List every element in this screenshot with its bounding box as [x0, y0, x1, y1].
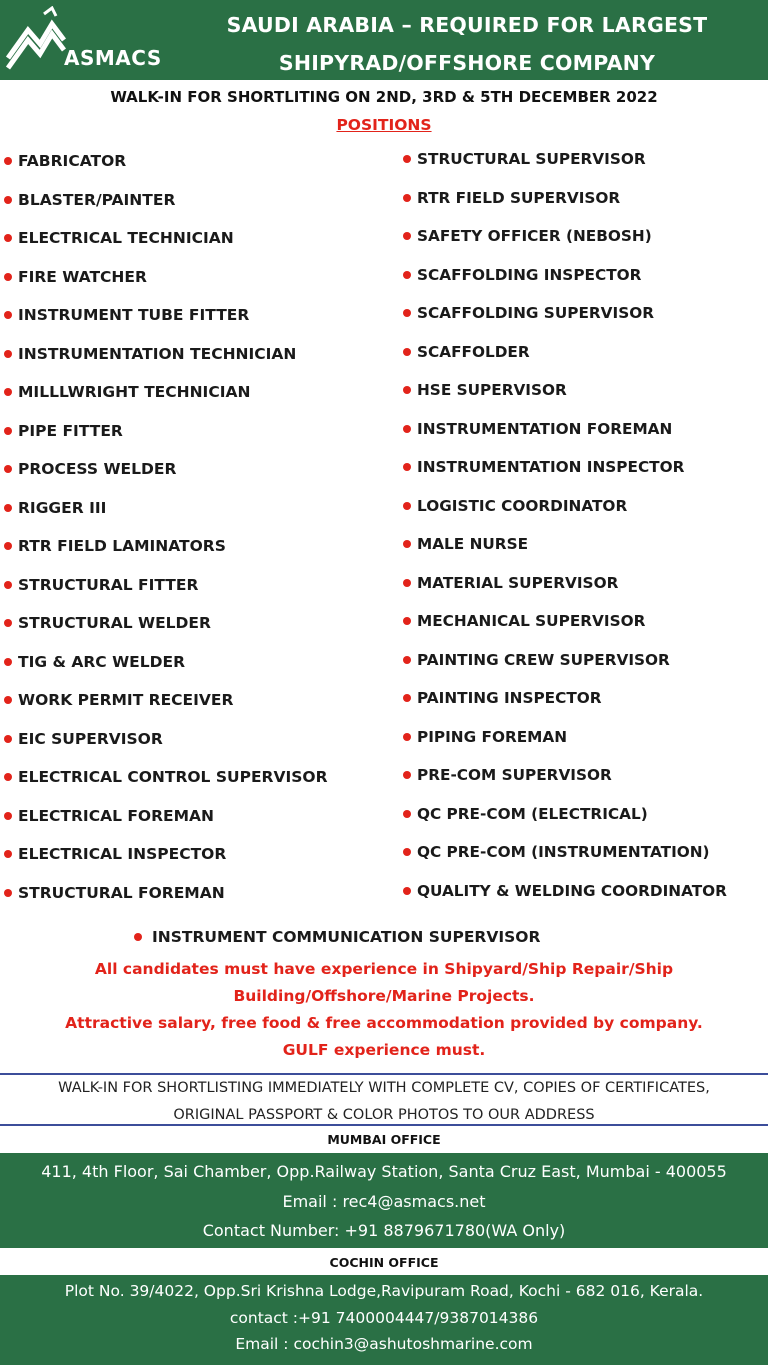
position-item-extra — [134, 928, 540, 946]
position-label: MILLLWRIGHT TECHNICIAN — [18, 383, 251, 402]
position-label: LOGISTIC COORDINATOR — [417, 496, 628, 515]
position-label: SAFETY OFFICER (NEBOSH) — [417, 227, 652, 246]
position-item — [403, 872, 768, 911]
bullet-dot-icon — [403, 540, 411, 548]
position-item — [4, 797, 400, 836]
position-label: PAINTING CREW SUPERVISOR — [417, 650, 670, 669]
mumbai-contact: Contact Number: +91 8879671780(WA Only) — [202, 1221, 566, 1240]
bullet-dot-icon — [403, 232, 411, 240]
walkin-instructions — [0, 1075, 768, 1129]
positions-heading: POSITIONS — [336, 116, 432, 134]
position-item — [4, 527, 400, 566]
position-item — [403, 448, 768, 487]
position-label: STRUCTURAL WELDER — [18, 614, 211, 633]
position-label: HSE SUPERVISOR — [417, 381, 567, 400]
position-item — [403, 833, 768, 872]
position-label: FIRE WATCHER — [18, 267, 147, 286]
note-line-4: GULF experience must. — [282, 1041, 486, 1059]
position-item — [4, 450, 400, 489]
bullet-dot-icon — [4, 619, 12, 627]
position-label: ELECTRICAL CONTROL SUPERVISOR — [18, 768, 328, 787]
position-label: PAINTING INSPECTOR — [417, 689, 602, 708]
bullet-dot-icon — [403, 617, 411, 625]
position-item — [403, 256, 768, 295]
bullet-dot-icon — [4, 504, 12, 512]
position-label: MECHANICAL SUPERVISOR — [417, 612, 646, 631]
bullet-dot-icon — [403, 733, 411, 741]
position-item — [403, 140, 768, 179]
position-label: FABRICATOR — [18, 152, 127, 171]
bullet-dot-icon — [403, 656, 411, 664]
title-line-1: SAUDI ARABIA – REQUIRED FOR LARGEST — [226, 13, 708, 37]
position-item — [403, 371, 768, 410]
position-label: STRUCTURAL SUPERVISOR — [417, 150, 646, 169]
mumbai-address: 411, 4th Floor, Sai Chamber, Opp.Railway Station, Santa Cruz East, Mumbai - 400055 — [41, 1162, 727, 1181]
position-item — [403, 179, 768, 218]
bullet-dot-icon — [403, 848, 411, 856]
position-item — [4, 142, 400, 181]
asmacs-logo — [6, 6, 162, 72]
position-label: STRUCTURAL FOREMAN — [18, 883, 225, 902]
position-item — [4, 296, 400, 335]
bullet-dot-icon — [4, 388, 12, 396]
logo-text: ASMACS — [64, 46, 162, 70]
position-item — [4, 489, 400, 528]
position-label: STRUCTURAL FITTER — [18, 575, 199, 594]
position-label: RIGGER III — [18, 498, 107, 517]
bullet-dot-icon — [403, 887, 411, 895]
bullet-dot-icon — [403, 694, 411, 702]
position-label: INSTRUMENTATION INSPECTOR — [417, 458, 685, 477]
bullet-dot-icon — [4, 812, 12, 820]
position-item — [4, 335, 400, 374]
cochin-office-band — [0, 1275, 768, 1365]
positions-list-right — [403, 140, 768, 910]
position-item — [4, 758, 400, 797]
positions-list-left — [4, 142, 400, 912]
position-label: SCAFFOLDING SUPERVISOR — [417, 304, 655, 323]
bullet-dot-icon — [403, 386, 411, 394]
position-item — [403, 294, 768, 333]
cochin-contact: contact :+91 7400004447/9387014386 — [229, 1308, 539, 1327]
position-item — [403, 641, 768, 680]
position-item — [4, 681, 400, 720]
requirements-notes — [0, 956, 768, 1064]
position-item — [4, 604, 400, 643]
bullet-dot-icon — [403, 155, 411, 163]
position-label: INSTRUMENT TUBE FITTER — [18, 306, 250, 325]
position-label: QC PRE-COM (ELECTRICAL) — [417, 804, 648, 823]
position-label: INSTRUMENTATION TECHNICIAN — [18, 344, 297, 363]
position-item — [403, 795, 768, 834]
cochin-address: Plot No. 39/4022, Opp.Sri Krishna Lodge,Ravipuram Road, Kochi - 682 016, Kerala. — [64, 1282, 704, 1300]
position-label: SCAFFOLDER — [417, 342, 530, 361]
header-banner — [0, 0, 768, 80]
position-item — [4, 566, 400, 605]
instructions-line-2: ORIGINAL PASSPORT & COLOR PHOTOS TO OUR ADDRESS — [173, 1107, 595, 1123]
bullet-dot-icon — [403, 348, 411, 356]
position-item — [4, 874, 400, 913]
note-line-1: All candidates must have experience in Shipyard/Ship Repair/Ship — [94, 960, 674, 978]
divider-bottom — [0, 1124, 768, 1126]
position-item — [403, 756, 768, 795]
position-item — [403, 525, 768, 564]
mumbai-office-label: MUMBAI OFFICE — [327, 1132, 441, 1147]
position-item — [403, 410, 768, 449]
mumbai-email: Email : rec4@asmacs.net — [282, 1191, 486, 1211]
position-label: MATERIAL SUPERVISOR — [417, 573, 619, 592]
position-label: PRE-COM SUPERVISOR — [417, 766, 612, 785]
position-item — [4, 373, 400, 412]
walkin-dates: WALK-IN FOR SHORTLITING ON 2ND, 3RD & 5TH DECEMBER 2022 — [110, 88, 658, 106]
bullet-dot-icon — [134, 933, 142, 941]
note-line-3: Attractive salary, free food & free accommodation provided by company. — [65, 1014, 703, 1032]
position-item — [403, 333, 768, 372]
position-label: QUALITY & WELDING COORDINATOR — [417, 881, 727, 900]
bullet-dot-icon — [403, 425, 411, 433]
bullet-dot-icon — [403, 271, 411, 279]
bullet-dot-icon — [4, 311, 12, 319]
cochin-office-label: COCHIN OFFICE — [329, 1255, 439, 1270]
position-label: INSTRUMENTATION FOREMAN — [417, 419, 673, 438]
position-item — [4, 643, 400, 682]
note-line-2: Building/Offshore/Marine Projects. — [233, 987, 535, 1005]
bullet-dot-icon — [403, 771, 411, 779]
bullet-dot-icon — [4, 889, 12, 897]
position-label: WORK PERMIT RECEIVER — [18, 691, 234, 710]
bullet-dot-icon — [4, 696, 12, 704]
bullet-dot-icon — [4, 350, 12, 358]
position-item — [4, 258, 400, 297]
bullet-dot-icon — [403, 194, 411, 202]
position-label: RTR FIELD LAMINATORS — [18, 537, 226, 556]
bullet-dot-icon — [4, 196, 12, 204]
bullet-dot-icon — [4, 658, 12, 666]
bullet-dot-icon — [4, 427, 12, 435]
bullet-dot-icon — [403, 502, 411, 510]
instructions-line-1: WALK-IN FOR SHORTLISTING IMMEDIATELY WITH COMPLETE CV, COPIES OF CERTIFICATES, — [58, 1080, 710, 1096]
position-label: BLASTER/PAINTER — [18, 190, 176, 209]
title-line-2: SHIPYRAD/OFFSHORE COMPANY — [278, 51, 656, 75]
mumbai-office-band — [0, 1153, 768, 1248]
position-label: MALE NURSE — [417, 535, 529, 554]
bullet-dot-icon — [403, 579, 411, 587]
position-label: SCAFFOLDING INSPECTOR — [417, 265, 642, 284]
cochin-email: Email : cochin3@ashutoshmarine.com — [235, 1335, 533, 1353]
bullet-dot-icon — [403, 463, 411, 471]
position-label: ELECTRICAL FOREMAN — [18, 806, 215, 825]
position-item — [403, 487, 768, 526]
bullet-dot-icon — [403, 810, 411, 818]
position-label: PIPING FOREMAN — [417, 727, 568, 746]
position-label: ELECTRICAL TECHNICIAN — [18, 229, 234, 248]
position-item — [4, 181, 400, 220]
position-label: QC PRE-COM (INSTRUMENTATION) — [417, 843, 710, 862]
bullet-dot-icon — [4, 234, 12, 242]
position-item — [4, 412, 400, 451]
position-label: INSTRUMENT COMMUNICATION SUPERVISOR — [152, 928, 541, 946]
position-item — [403, 679, 768, 718]
position-item — [403, 217, 768, 256]
position-label: TIG & ARC WELDER — [18, 652, 186, 671]
bullet-dot-icon — [4, 735, 12, 743]
bullet-dot-icon — [403, 309, 411, 317]
bullet-dot-icon — [4, 157, 12, 165]
position-item — [4, 720, 400, 759]
page-title — [170, 6, 764, 82]
position-item — [4, 219, 400, 258]
position-label: EIC SUPERVISOR — [18, 729, 163, 748]
position-label: RTR FIELD SUPERVISOR — [417, 188, 621, 207]
position-label: PIPE FITTER — [18, 421, 123, 440]
position-item — [403, 602, 768, 641]
bullet-dot-icon — [4, 465, 12, 473]
bullet-dot-icon — [4, 581, 12, 589]
bullet-dot-icon — [4, 850, 12, 858]
position-label: ELECTRICAL INSPECTOR — [18, 845, 227, 864]
position-item — [403, 564, 768, 603]
position-item — [4, 835, 400, 874]
position-item — [403, 718, 768, 757]
position-label: PROCESS WELDER — [18, 460, 177, 479]
bullet-dot-icon — [4, 773, 12, 781]
bullet-dot-icon — [4, 542, 12, 550]
bullet-dot-icon — [4, 273, 12, 281]
